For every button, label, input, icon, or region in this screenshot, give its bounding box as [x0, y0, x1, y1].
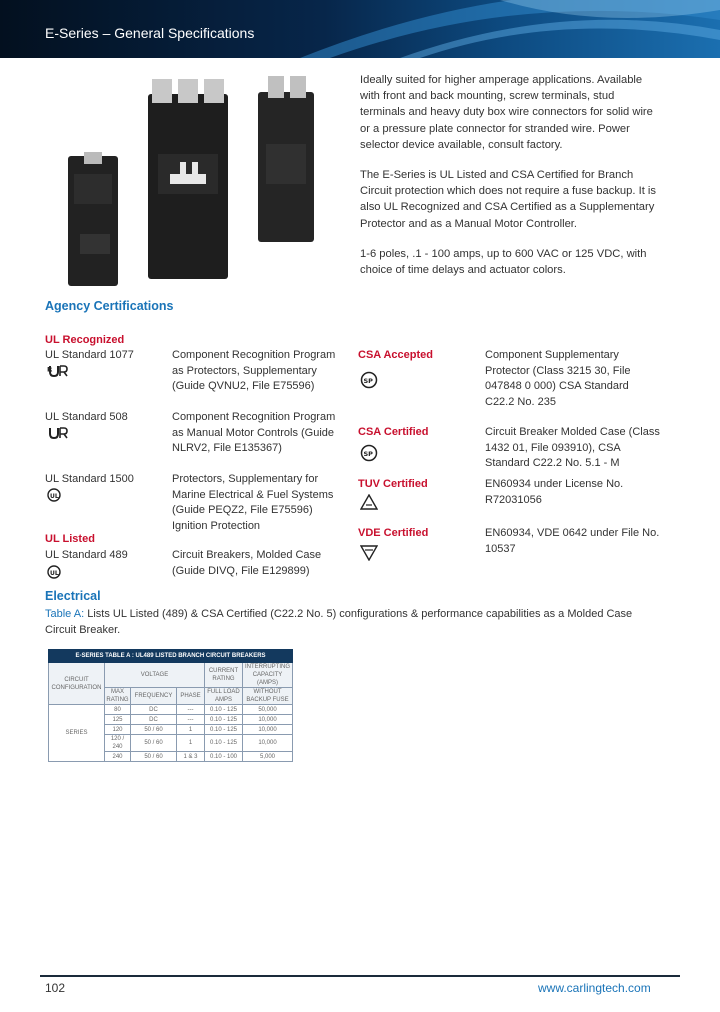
csa-accepted-description: Component Supplementary Protector (Class 3215 30, File 047848 0 000) CSA Standard C22.2 No. 235 [485, 349, 631, 408]
table-cell: 120 [105, 725, 131, 735]
header-circuit-configuration: CIRCUIT CONFIGURATION [49, 663, 105, 705]
table-cell: --- [177, 715, 205, 725]
tuv-certified-heading: TUV Certified [358, 478, 428, 490]
ul-1077-standard: UL Standard 1077 [45, 349, 134, 361]
header-phase: PHASE [177, 688, 205, 705]
svg-text:ᴿ: ᴿ [47, 365, 53, 378]
csa-icon [360, 444, 378, 462]
csa-accepted-heading: CSA Accepted [358, 349, 433, 361]
ul-1500-standard: UL Standard 1500 [45, 473, 134, 485]
table-cell: 10,000 [243, 715, 293, 725]
csa-icon [360, 371, 378, 389]
csa-certified-description: Circuit Breaker Molded Case (Class 1432 01, File 093910), CSA Standard C22.2 No. 5.1 - M [485, 426, 660, 469]
table-row [49, 705, 293, 715]
ul-508-description: Component Recognition Program as Manual Motor Controls (Guide NLRV2, File E135367) [172, 411, 336, 454]
page-title: E-Series – General Specifications [45, 25, 255, 41]
intro-text [360, 72, 660, 292]
table-cell: 0.10 - 125 [205, 735, 243, 752]
table-cell: DC [131, 705, 177, 715]
intro-paragraph: The E-Series is UL Listed and CSA Certified for Branch Circuit protection which does not require a fuse backup. It is also UL Recognized and CSA Certified as a Supplementary Protector and as a Manual Motor Controller. [360, 169, 656, 230]
ul-508-standard: UL Standard 508 [45, 411, 128, 423]
table-cell: 1 & 3 [177, 752, 205, 762]
ul-489-description: Circuit Breakers, Molded Case (Guide DIVQ, File E129899) [172, 549, 322, 577]
table-title: E-SERIES TABLE A : UL489 LISTED BRANCH CIRCUIT BREAKERS [49, 650, 293, 663]
vde-certified-heading: VDE Certified [358, 527, 429, 539]
table-cell: 50 / 60 [131, 752, 177, 762]
electrical-heading: Electrical [45, 589, 101, 603]
table-cell: 120 / 240 [105, 735, 131, 752]
svg-text:UL: UL [50, 493, 59, 500]
table-cell: 1 [177, 725, 205, 735]
header-full-load-amps: FULL LOAD AMPS [205, 688, 243, 705]
product-photo [40, 64, 350, 304]
table-cell: 80 [105, 705, 131, 715]
ul-listed-heading: UL Listed [45, 533, 95, 545]
svg-text:UL: UL [50, 570, 59, 577]
ul-recognized-heading: UL Recognized [45, 334, 125, 346]
page-number: 102 [45, 981, 66, 995]
table-cell: 50,000 [243, 705, 293, 715]
intro-paragraph: 1-6 poles, .1 - 100 amps, up to 600 VAC or 125 VDC, with choice of time delays and actuator colors. [360, 247, 647, 277]
header-interrupting-capacity: INTERRUPTING CAPACITY (AMPS) [243, 663, 293, 688]
ul-489-standard: UL Standard 489 [45, 549, 128, 561]
table-a-label: Table A: [45, 608, 85, 620]
table-cell: 0.10 - 125 [205, 715, 243, 725]
vde-certified-description: EN60934, VDE 0642 under File No. 10537 [485, 527, 660, 555]
table-cell: DC [131, 715, 177, 725]
svg-text:SP: SP [363, 377, 373, 385]
table-cell: 10,000 [243, 735, 293, 752]
table-cell: --- [177, 705, 205, 715]
ul-listed-icon [47, 565, 61, 579]
table-cell: 0.10 - 125 [205, 725, 243, 735]
ul-1500-description: Protectors, Supplementary for Marine Electrical & Fuel Systems (Guide PEQZ2, File E75596) Ignition Protection [172, 473, 334, 532]
agency-certifications-heading: Agency Certifications [45, 299, 174, 313]
table-cell: 50 / 60 [131, 725, 177, 735]
csa-certified-heading: CSA Certified [358, 426, 429, 438]
vde-triangle-icon [360, 545, 378, 561]
tuv-certified-description: EN60934 under License No. R72031056 [485, 478, 624, 506]
header-without-backup-fuse: WITHOUT BACKUP FUSE [243, 688, 293, 705]
ur-mark-icon [47, 426, 69, 440]
header-max-rating: MAX RATING [106, 689, 129, 703]
tuv-triangle-icon [360, 494, 378, 511]
ul-circle-icon [47, 488, 61, 502]
intro-paragraph: Ideally suited for higher amperage applications. Available with front and back mounting, screw terminals, stud terminals and heavy duty box wire connectors for solid wire or a pressure plate connector for stranded wire. Power selector device available, consult factory. [360, 74, 653, 151]
table-cell: 1 [177, 735, 205, 752]
header-current-rating: CURRENT RATING [205, 663, 243, 688]
page-header [0, 0, 720, 58]
ul-1077-description: Component Recognition Program as Protectors, Supplementary (Guide QVNU2, File E75596) [172, 349, 336, 392]
table-cell: 10,000 [243, 725, 293, 735]
table-cell: 125 [105, 715, 131, 725]
config-cell: SERIES [49, 705, 105, 762]
footer-divider [40, 975, 680, 977]
table-a-description: Lists UL Listed (489) & CSA Certified (C22.2 No. 5) configurations & performance capabilities as a Molded Case Circuit Breaker. [45, 608, 633, 636]
header-frequency: FREQUENCY [131, 688, 177, 705]
svg-text:SP: SP [363, 450, 373, 458]
ur-mark-icon [47, 364, 69, 378]
table-cell: 240 [105, 752, 131, 762]
table-cell: 0.10 - 100 [205, 752, 243, 762]
website-link[interactable]: www.carlingtech.com [538, 981, 651, 995]
table-cell: 5,000 [243, 752, 293, 762]
table-cell: 50 / 60 [131, 735, 177, 752]
table-a [48, 649, 293, 762]
table-a-intro [45, 607, 665, 638]
header-voltage: VOLTAGE [105, 663, 205, 688]
table-cell: 0.10 - 125 [205, 705, 243, 715]
